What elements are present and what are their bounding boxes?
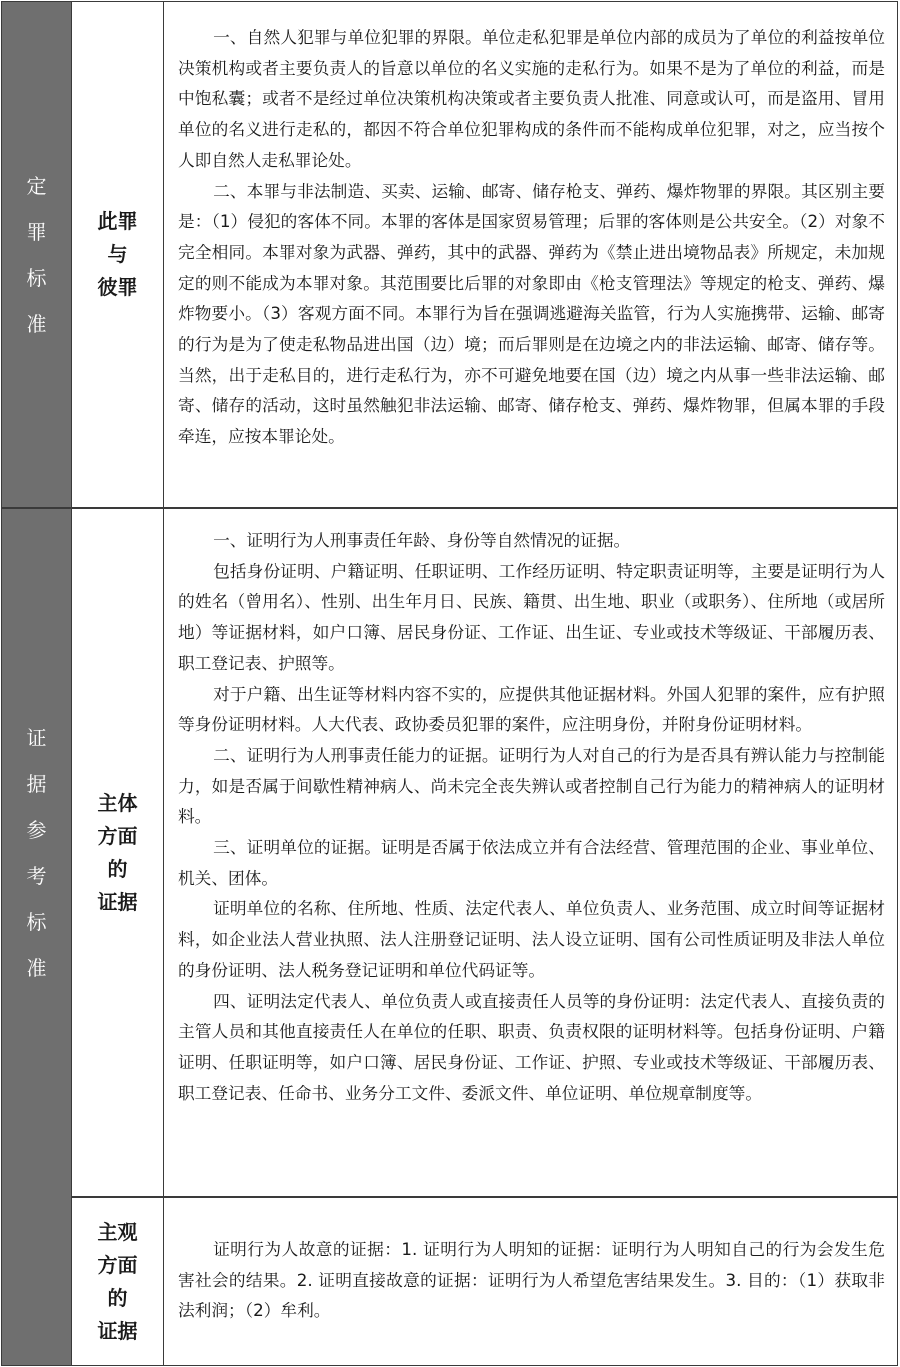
subcategory-cell-subjective-evidence bbox=[72, 1197, 164, 1366]
subcategory-cell-distinction bbox=[72, 1, 164, 508]
paragraph: 一、自然人犯罪与单位犯罪的界限。单位走私犯罪是单位内部的成员为了单位的利益按单位决策机构或者主要负责人的旨意以单位的名义实施的走私行为。如果不是为了单位的利益，而是中饱私囊；或者不是经过单位决策机构决策或者主要负责人批准、同意或认可，而是盗用、冒用单位的名义进行走私的，都因不符合单位犯罪构成的条件而不能构成单位犯罪，对之，应当按个人即自然人走私罪论处。 bbox=[178, 27, 885, 170]
category-char: 标 bbox=[26, 910, 47, 934]
paragraph: 三、证明单位的证据。证明是否属于依法成立并有合法经营、管理范围的企业、事业单位、机关、团体。 bbox=[178, 837, 885, 888]
category-cell-continuation bbox=[1, 1197, 72, 1366]
category-char: 证 bbox=[26, 726, 47, 750]
content-cell-subject-evidence bbox=[164, 508, 898, 1197]
category-char: 考 bbox=[26, 864, 47, 888]
category-char: 标 bbox=[26, 265, 47, 290]
category-char: 准 bbox=[26, 311, 47, 336]
paragraph: 一、证明行为人刑事责任年龄、身份等自然情况的证据。 bbox=[213, 530, 631, 550]
category-cell-evidence-standard bbox=[1, 508, 72, 1197]
category-char: 罪 bbox=[26, 219, 47, 244]
paragraph: 四、证明法定代表人、单位负责人或直接责任人员等的身份证明：法定代表人、直接负责的主管人员和其他直接责任人在单位的任职、职责、负责权限的证明材料等。包括身份证明、户籍证明、任职证明等，如户口簿、居民身份证、工作证、护照、专业或技术等级证、干部履历表、职工登记表、任命书、业务分工文件、委派文件、单位证明、单位规章制度等。 bbox=[178, 990, 885, 1103]
subcategory-line: 彼罪 bbox=[97, 275, 138, 299]
subcategory-line: 方面 bbox=[97, 823, 138, 848]
subcategory-line: 证据 bbox=[97, 889, 138, 914]
subcategory-line: 方面 bbox=[97, 1252, 138, 1277]
paragraph: 包括身份证明、户籍证明、任职证明、工作经历证明、特定职责证明等，主要是证明行为人的姓名（曾用名）、性别、出生年月日、民族、籍贯、出生地、职业（或职务）、住所地（或居所地）等证据材料，如户口簿、居民身份证、工作证、出生证、专业或技术等级证、干部履历表、职工登记表、护照等。 bbox=[178, 560, 885, 673]
paragraph: 对于户籍、出生证等材料内容不实的，应提供其他证据材料。外国人犯罪的案件，应有护照等身份证明材料。人大代表、政协委员犯罪的案件，应注明身份，并附身份证明材料。 bbox=[178, 683, 885, 735]
paragraph: 证明行为人故意的证据：1. 证明行为人明知的证据：证明行为人明知自己的行为会发生危害社会的结果。2. 证明直接故意的证据：证明行为人希望危害结果发生。3. 目的：（1）获取非法利润；（2）牟利。 bbox=[178, 1239, 885, 1321]
paragraph: 二、本罪与非法制造、买卖、运输、邮寄、储存枪支、弹药、爆炸物罪的界限。其区别主要是：（1）侵犯的客体不同。本罪的客体是国家贸易管理；后罪的客体则是公共安全。（2）对象不完全相同。本罪对象为武器、弹药，其中的武器、弹药为《禁止进出境物品表》所规定，未加规定的则不能成为本罪对象。其范围要比后罪的对象即由《枪支管理法》等规定的枪支、弹药、爆炸物要小。（3）客观方面不同。本罪行为旨在强调逃避海关监管，行为人实施携带、运输、邮寄的行为是为了使走私物品进出国（边）境；而后罪则是在边境之内的非法运输、邮寄、储存等。当然，出于走私目的，进行走私行为，亦不可避免地要在国（边）境之内从事一些非法运输、邮寄、储存的活动，这时虽然触犯非法运输、邮寄、储存枪支、弹药、爆炸物罪，但属本罪的手段牵连，应按本罪论处。 bbox=[178, 180, 885, 447]
subcategory-line: 的 bbox=[107, 856, 128, 881]
subcategory-cell-subject-evidence bbox=[72, 508, 164, 1197]
paragraph: 二、证明行为人刑事责任能力的证据。证明行为人对自己的行为是否具有辨认能力与控制能力，如是否属于间歇性精神病人、尚未完全丧失辨认或者控制自己行为能力的精神病人的证明材料。 bbox=[178, 744, 885, 827]
category-cell-conviction-standard bbox=[1, 1, 72, 508]
subcategory-line: 与 bbox=[107, 242, 128, 266]
category-char: 准 bbox=[26, 956, 47, 980]
content-cell-distinction bbox=[164, 1, 898, 508]
subcategory-line: 此罪 bbox=[97, 209, 138, 233]
subcategory-line: 主体 bbox=[97, 790, 138, 815]
subcategory-line: 的 bbox=[107, 1285, 128, 1310]
category-char: 参 bbox=[26, 818, 47, 842]
subcategory-line: 证据 bbox=[97, 1318, 138, 1343]
subcategory-line: 主观 bbox=[97, 1219, 138, 1244]
category-char: 定 bbox=[26, 173, 47, 198]
paragraph: 证明单位的名称、住所地、性质、法定代表人、单位负责人、业务范围、成立时间等证据材料，如企业法人营业执照、法人注册登记证明、法人设立证明、国有公司性质证明及非法人单位的身份证明、法人税务登记证明和单位代码证等。 bbox=[178, 898, 885, 980]
content-cell-subjective-evidence bbox=[164, 1197, 898, 1366]
category-char: 据 bbox=[26, 772, 47, 796]
